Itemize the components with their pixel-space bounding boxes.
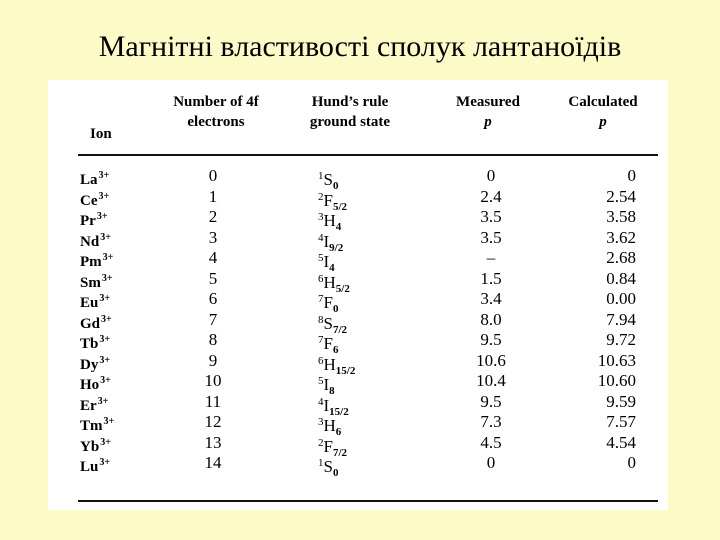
- calculated-p-cell: 0.00: [606, 289, 636, 308]
- measured-p-cell: 10.6: [476, 350, 506, 370]
- table-body: [78, 166, 658, 479]
- term-multiplicity: 1: [318, 170, 324, 182]
- term-j: 15/2: [329, 405, 349, 418]
- ion-symbol: Lu: [80, 459, 99, 475]
- ion-charge: 3+: [100, 436, 111, 448]
- term-multiplicity: 6: [318, 272, 324, 285]
- electron-count-cell: 14: [204, 453, 222, 472]
- ion-charge: 3+: [103, 416, 115, 427]
- calculated-p-cell: 0: [627, 453, 636, 472]
- ion-charge: 3+: [98, 170, 110, 181]
- term-letter: H: [323, 416, 336, 435]
- term-letter: I: [323, 375, 330, 394]
- table-row: [78, 186, 658, 213]
- term-j: 4: [329, 262, 335, 274]
- measured-p-cell: 0: [486, 166, 496, 185]
- header-hund-line2: ground state: [309, 114, 391, 130]
- ion-charge: 3+: [101, 272, 113, 284]
- ion-charge: 3+: [98, 190, 110, 202]
- ion-symbol: La: [80, 172, 98, 188]
- term-j: 6: [332, 344, 339, 356]
- ion-symbol: Nd: [80, 233, 100, 250]
- table-rule-bottom: [78, 500, 658, 502]
- term-multiplicity: 3: [318, 211, 324, 223]
- ion-symbol: Eu: [80, 295, 99, 311]
- table-row: [78, 207, 658, 233]
- ion-cell: [80, 453, 110, 477]
- ion-charge: 3+: [100, 375, 111, 386]
- electron-count-cell: 2: [208, 207, 218, 226]
- term-j: 9/2: [329, 241, 344, 254]
- measured-p-cell: –: [486, 248, 496, 267]
- electron-count-cell: 10: [204, 371, 222, 390]
- measured-p-cell: 7.3: [480, 412, 502, 431]
- measured-p-cell: 2.4: [480, 186, 502, 206]
- header-hund-line1: Hund’s rule: [311, 94, 389, 110]
- ion-symbol: Er: [80, 397, 97, 414]
- ion-charge: 3+: [97, 395, 109, 407]
- electron-count-cell: 8: [208, 330, 218, 349]
- term-j: 15/2: [335, 364, 356, 377]
- table-row: [78, 453, 658, 479]
- term-multiplicity: 7: [318, 334, 324, 346]
- calculated-p-cell: 9.72: [606, 330, 636, 349]
- ion-symbol: Tm: [80, 418, 103, 434]
- electron-count-cell: 12: [204, 412, 222, 431]
- term-multiplicity: 1: [318, 457, 324, 469]
- term-letter: F: [323, 436, 333, 456]
- measured-p-cell: 3.5: [480, 207, 502, 226]
- header-number-4f: [156, 92, 276, 132]
- calculated-p-cell: 3.62: [606, 227, 636, 247]
- header-calculated-line1: Calculated: [568, 94, 638, 110]
- measured-p-cell: 10.4: [476, 371, 506, 390]
- term-j: 7/2: [332, 446, 348, 459]
- electron-count-cell: 11: [204, 391, 222, 411]
- term-letter: H: [323, 211, 336, 230]
- term-j: 8: [329, 385, 335, 397]
- term-letter: F: [323, 334, 333, 353]
- table-row: [78, 412, 658, 438]
- table-row: [78, 248, 658, 274]
- term-multiplicity: 7: [318, 293, 324, 305]
- measured-p-cell: 3.5: [480, 227, 502, 247]
- ion-charge: 3+: [99, 293, 111, 304]
- table-row: [78, 391, 658, 418]
- table-row: [78, 309, 658, 336]
- term-multiplicity: 2: [318, 190, 324, 203]
- measured-p-cell: 1.5: [480, 268, 502, 288]
- calculated-p-cell: 2.54: [606, 186, 636, 206]
- term-multiplicity: 8: [318, 313, 324, 326]
- term-letter: S: [323, 313, 333, 333]
- term-j: 0: [332, 467, 339, 479]
- term-letter: H: [323, 272, 336, 292]
- ion-symbol: Pr: [80, 213, 96, 229]
- table-row: [78, 227, 658, 254]
- calculated-p-cell: 0: [627, 166, 636, 185]
- term-letter: F: [323, 293, 333, 312]
- term-multiplicity: 4: [318, 395, 324, 408]
- ion-symbol: Ce: [80, 192, 98, 209]
- term-letter: H: [323, 354, 336, 374]
- measured-p-cell: 0: [486, 453, 496, 472]
- ion-charge: 3+: [99, 354, 111, 366]
- term-multiplicity: 5: [318, 375, 324, 387]
- electron-count-cell: 13: [204, 432, 222, 452]
- ion-symbol: Pm: [80, 254, 102, 270]
- table-row: [78, 350, 658, 377]
- calculated-p-cell: 3.58: [606, 207, 636, 226]
- term-multiplicity: 3: [318, 416, 324, 428]
- electron-count-cell: 4: [208, 248, 218, 267]
- ion-charge: 3+: [100, 231, 111, 243]
- calculated-p-cell: 7.94: [606, 309, 636, 329]
- term-letter: F: [323, 190, 333, 210]
- table-row: [78, 371, 658, 397]
- slide-title: Магнітні властивості сполук лантаноїдів: [98, 30, 622, 63]
- term-letter: I: [323, 252, 330, 271]
- measured-p-cell: 8.0: [480, 309, 502, 329]
- electron-count-cell: 7: [208, 309, 218, 329]
- ion-symbol: Dy: [80, 356, 99, 373]
- ion-charge: 3+: [99, 334, 111, 345]
- calculated-p-cell: 9.59: [606, 391, 636, 411]
- term-multiplicity: 4: [318, 231, 324, 244]
- ion-symbol: Gd: [80, 315, 101, 332]
- electron-count-cell: 9: [208, 350, 218, 370]
- table-row: [78, 166, 658, 192]
- calculated-p-cell: 0.84: [606, 268, 636, 288]
- electron-count-cell: 6: [208, 289, 218, 308]
- header-calculated-p: p: [599, 114, 607, 130]
- header-calculated: [548, 92, 658, 132]
- electron-count-cell: 1: [208, 186, 218, 206]
- measured-p-cell: 9.5: [480, 330, 502, 349]
- term-letter: S: [323, 457, 333, 476]
- header-number-4f-line1: Number of 4f: [173, 94, 259, 110]
- ion-charge: 3+: [101, 313, 112, 325]
- electron-count-cell: 5: [208, 268, 218, 288]
- electron-count-cell: 3: [208, 227, 218, 247]
- header-measured-line1: Measured: [456, 94, 520, 110]
- electron-count-cell: 0: [208, 166, 218, 185]
- ion-charge: 3+: [102, 252, 114, 263]
- header-hund-rule: [290, 92, 410, 132]
- term-j: 7/2: [332, 323, 348, 336]
- ion-charge: 3+: [99, 457, 111, 468]
- calculated-p-cell: 10.60: [597, 371, 636, 390]
- ground-state-term-cell: [318, 453, 338, 483]
- table-row: [78, 330, 658, 356]
- term-j: 4: [335, 221, 342, 233]
- measured-p-cell: 9.5: [480, 391, 502, 411]
- table-row: [78, 432, 658, 459]
- ion-charge: 3+: [96, 211, 108, 222]
- calculated-p-cell: 7.57: [606, 412, 636, 431]
- term-j: 6: [335, 426, 342, 438]
- calculated-p-cell: 2.68: [606, 248, 636, 267]
- term-j: 0: [332, 180, 339, 192]
- header-number-4f-line2: electrons: [187, 114, 245, 130]
- term-letter: I: [323, 231, 330, 251]
- term-multiplicity: 6: [318, 354, 324, 367]
- ion-symbol: Sm: [80, 274, 101, 291]
- term-j: 5/2: [332, 200, 348, 213]
- table-image-panel: [48, 80, 668, 510]
- table-row: [78, 289, 658, 315]
- header-measured-p: p: [484, 114, 492, 130]
- ion-symbol: Yb: [80, 438, 100, 455]
- term-j: 0: [332, 303, 339, 315]
- header-measured: [438, 92, 538, 132]
- calculated-p-cell: 4.54: [606, 432, 636, 452]
- term-j: 5/2: [335, 282, 350, 295]
- term-letter: S: [323, 170, 333, 189]
- calculated-p-cell: 10.63: [597, 350, 636, 370]
- table-row: [78, 268, 658, 295]
- term-letter: I: [323, 395, 330, 415]
- measured-p-cell: 4.5: [480, 432, 502, 452]
- measured-p-cell: 3.4: [480, 289, 502, 308]
- term-multiplicity: 5: [318, 252, 324, 264]
- table-rule-top: [78, 154, 658, 156]
- ion-symbol: Tb: [80, 336, 99, 352]
- term-multiplicity: 2: [318, 436, 324, 449]
- ion-symbol: Ho: [80, 377, 100, 393]
- header-ion: Ion: [90, 126, 112, 142]
